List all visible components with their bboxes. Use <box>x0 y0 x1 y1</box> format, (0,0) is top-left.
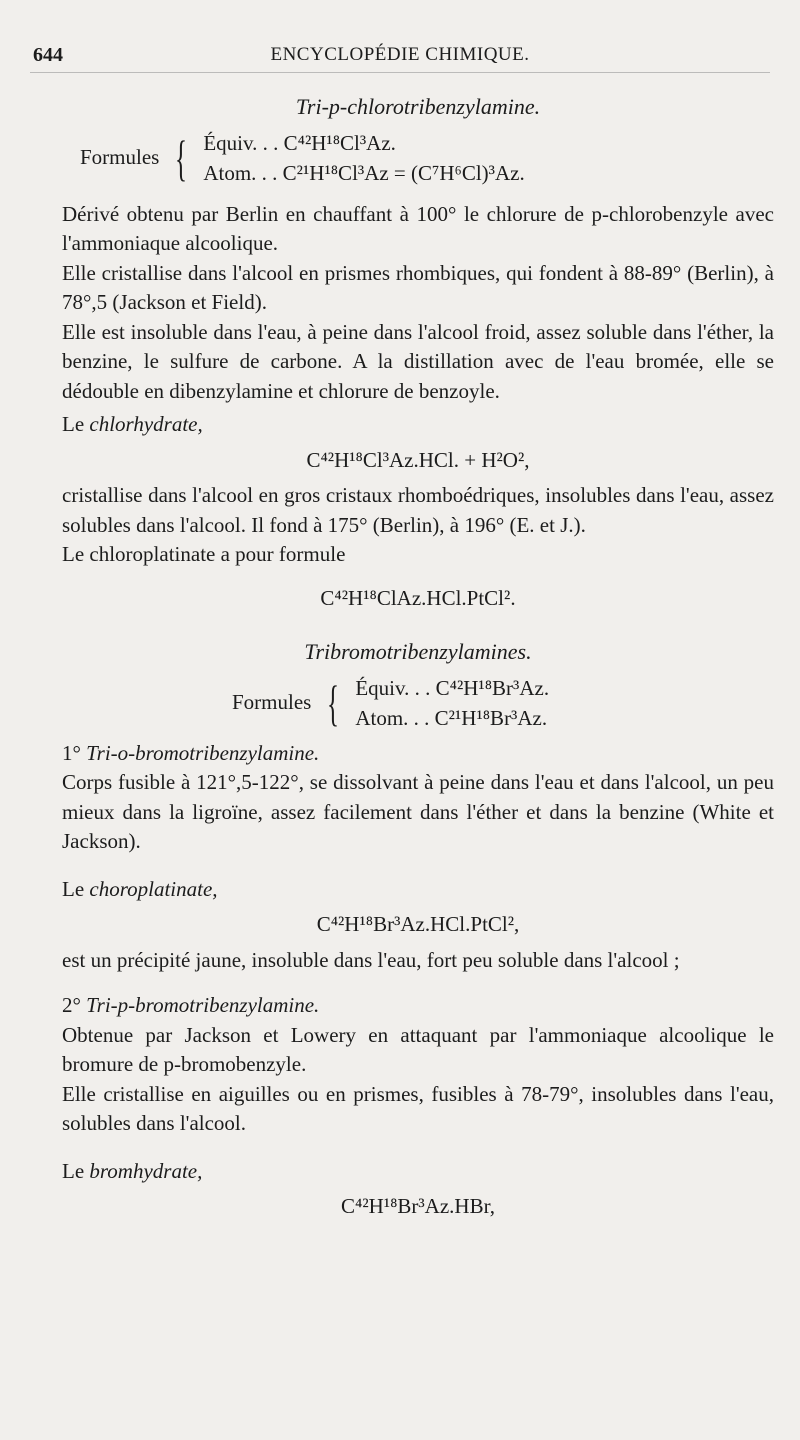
brace-glyph: { <box>175 129 188 186</box>
running-title: ENCYCLOPÉDIE CHIMIQUE. <box>270 44 530 65</box>
subsection-number: 1° <box>62 740 81 765</box>
subsection-number: 2° <box>62 993 81 1017</box>
paragraph: est un précipité jaune, insoluble dans l'eau, fort peu soluble dans l'alcool ; <box>62 947 680 972</box>
intro-word: Le <box>62 412 85 436</box>
subsection-title: Tri-o-bromotribenzylamine. <box>86 740 320 765</box>
intro-word: Le <box>62 876 85 901</box>
page-number: 644 <box>33 44 63 66</box>
subsection-title: Tri-p-bromotribenzylamine. <box>86 993 320 1017</box>
formulas-label: Formules <box>80 144 160 169</box>
paragraph: Elle est insoluble dans l'eau, à peine dans l'alcool froid, assez soluble dans l'éther, la benzine, le sulfure de carbone. A la distillation avec de l'eau bromée, elle se dédouble en dibenzylamine et chlorure de benzoyle. <box>62 319 774 403</box>
term: chlorhydrate, <box>89 412 203 436</box>
subsection-heading <box>62 991 774 1021</box>
formulas-label: Formules <box>232 689 312 714</box>
brace-glyph: { <box>327 674 340 731</box>
paragraph <box>62 1157 774 1187</box>
chemical-formula: C⁴²H¹⁸Br³Az.HCl.PtCl², <box>316 912 520 936</box>
paragraph <box>62 410 774 440</box>
header-rule <box>30 72 770 73</box>
atom-formula: Atom. . . C²¹H¹⁸Br³Az. <box>355 705 548 730</box>
section-title: Tri-p-chlorotribenzylamine. <box>295 94 541 119</box>
page-header <box>0 44 800 74</box>
formulas-block <box>232 673 774 733</box>
term: choroplatinate, <box>89 876 218 901</box>
paragraph <box>62 875 774 905</box>
paragraph: Elle cristallise en aiguilles ou en prismes, fusibles à 78-79°, insolubles dans l'eau, solubles dans l'alcool. <box>62 1081 774 1135</box>
equiv-formula: Équiv. . . C⁴²H¹⁸Cl³Az. <box>203 130 396 155</box>
formulas-block <box>80 128 774 188</box>
paragraph: Corps fusible à 121°,5-122°, se dissolvant à peine dans l'eau et dans l'alcool, un peu mieux dans la ligroïne, assez facilement dans l'éther et dans la benzine (White et Jackson). <box>62 770 774 853</box>
paragraph: Dérivé obtenu par Berlin en chauffant à 100° le chlorure de p-chlorobenzyle avec l'ammoniaque alcoolique. <box>62 201 774 255</box>
chemical-formula: C⁴²H¹⁸Br³Az.HBr, <box>340 1194 495 1218</box>
paragraph: Elle cristallise dans l'alcool en prismes rhombiques, qui fondent à 88-89° (Berlin), à 78°,5 (Jackson et Field). <box>62 260 774 314</box>
section-title: Tribromotribenzylamines. <box>304 639 532 664</box>
page-body <box>62 92 774 1228</box>
chemical-formula: C⁴²H¹⁸ClAz.HCl.PtCl². <box>320 585 516 610</box>
equiv-formula: Équiv. . . C⁴²H¹⁸Br³Az. <box>355 675 550 700</box>
subsection-heading <box>62 739 774 769</box>
chemical-formula: C⁴²H¹⁸Cl³Az.HCl. + H²O², <box>306 447 530 472</box>
paragraph: cristallise dans l'alcool en gros cristaux rhomboédriques, insolubles dans l'eau, assez solubles dans l'alcool. Il fond à 175° (Berlin), à 196° (E. et J.). <box>62 483 774 537</box>
term: bromhydrate, <box>89 1158 203 1183</box>
paragraph: Obtenue par Jackson et Lowery en attaquant par l'ammoniaque alcoolique le bromure de p-bromobenzyle. <box>62 1022 774 1076</box>
atom-formula: Atom. . . C²¹H¹⁸Cl³Az = (C⁷H⁶Cl)³Az. <box>203 160 525 185</box>
intro-word: Le <box>62 1158 85 1183</box>
paragraph: Le chloroplatinate a pour formule <box>62 542 346 566</box>
